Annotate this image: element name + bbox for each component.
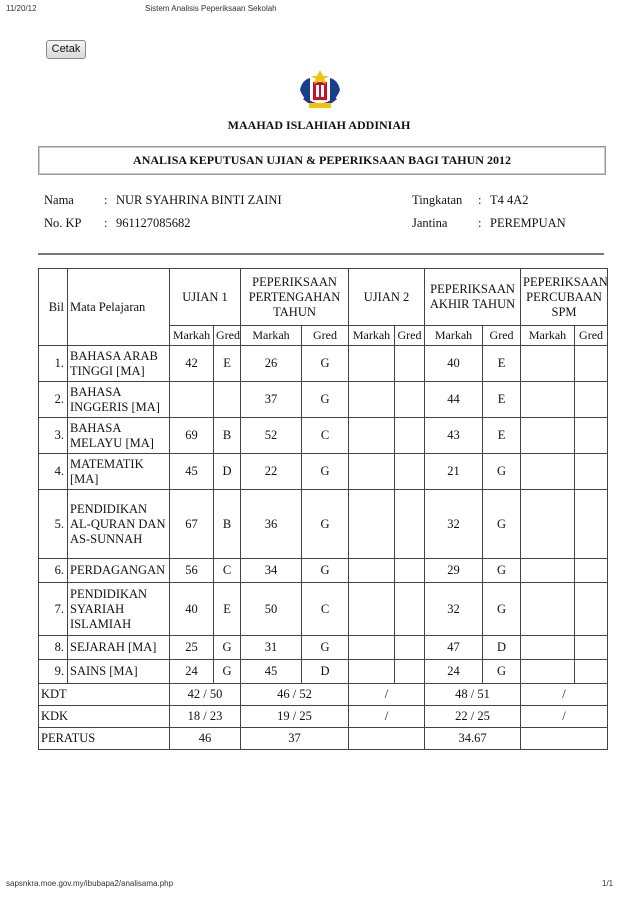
mark-cell: 43 — [425, 418, 483, 454]
mark-cell: 32 — [425, 583, 483, 636]
grade-cell — [575, 346, 608, 382]
mark-cell: 31 — [241, 636, 302, 660]
name-label: Nama — [44, 193, 74, 207]
school-name: MAAHAD ISLAHIAH ADDINIAH — [227, 118, 411, 132]
mark-column-header: Markah — [425, 326, 483, 346]
exam-header: UJIAN 2 — [349, 269, 425, 326]
mark-cell: 21 — [425, 454, 483, 490]
grade-cell: E — [483, 418, 521, 454]
grade-cell — [395, 418, 425, 454]
mark-cell: 45 — [170, 454, 214, 490]
subject-name: BAHASA ARAB TINGGI [MA] — [68, 346, 170, 382]
summary-value: 48 / 51 — [425, 684, 521, 706]
mark-cell — [349, 418, 395, 454]
grade-cell — [575, 636, 608, 660]
mark-column-header: Markah — [170, 326, 214, 346]
grade-cell: G — [483, 490, 521, 559]
grade-cell — [395, 583, 425, 636]
gender-label: Jantina — [412, 216, 448, 230]
mark-cell: 67 — [170, 490, 214, 559]
table-row — [39, 636, 608, 660]
grade-cell: B — [214, 418, 241, 454]
summary-value: / — [521, 684, 608, 706]
mark-cell: 52 — [241, 418, 302, 454]
summary-value — [521, 728, 608, 750]
mark-cell: 47 — [425, 636, 483, 660]
subject-name: PENDIDIKAN AL-QURAN DAN AS-SUNNAH — [68, 490, 170, 559]
summary-value — [349, 728, 425, 750]
mark-cell: 40 — [425, 346, 483, 382]
mark-cell: 24 — [425, 660, 483, 684]
mark-cell — [349, 454, 395, 490]
student-class: T4 4A2 — [490, 193, 529, 207]
grade-cell — [575, 583, 608, 636]
grade-cell — [575, 454, 608, 490]
row-number: 9. — [39, 660, 68, 684]
subject-header: Mata Pelajaran — [68, 269, 170, 346]
report-title: ANALISA KEPUTUSAN UJIAN & PEPERIKSAAN BAGI TAHUN 2012 — [38, 146, 606, 175]
summary-value: 22 / 25 — [425, 706, 521, 728]
exam-header: PEPERIKSAAN PERCUBAAN SPM — [521, 269, 608, 326]
summary-row — [39, 684, 608, 706]
summary-value: 46 — [170, 728, 241, 750]
row-number: 8. — [39, 636, 68, 660]
grade-cell: G — [483, 559, 521, 583]
row-number: 7. — [39, 583, 68, 636]
kp-label: No. KP — [44, 216, 82, 230]
summary-label: KDK — [39, 706, 170, 728]
summary-value: 42 / 50 — [170, 684, 241, 706]
grade-column-header: Gred — [395, 326, 425, 346]
table-row — [39, 490, 608, 559]
mark-cell: 36 — [241, 490, 302, 559]
mark-cell — [349, 346, 395, 382]
exam-header: PEPERIKSAAN AKHIR TAHUN — [425, 269, 521, 326]
student-gender: PEREMPUAN — [490, 216, 566, 230]
summary-value: / — [349, 684, 425, 706]
table-row — [39, 660, 608, 684]
grade-cell: B — [214, 490, 241, 559]
summary-value: 46 / 52 — [241, 684, 349, 706]
mark-cell: 44 — [425, 382, 483, 418]
mark-cell: 69 — [170, 418, 214, 454]
table-row — [39, 583, 608, 636]
mark-cell — [349, 559, 395, 583]
mark-cell — [349, 583, 395, 636]
grade-cell: E — [214, 346, 241, 382]
summary-value: 18 / 23 — [170, 706, 241, 728]
subject-name: BAHASA INGGERIS [MA] — [68, 382, 170, 418]
ministry-crest-icon — [296, 68, 344, 114]
print-date: 11/20/12 — [6, 4, 37, 13]
grade-cell — [575, 382, 608, 418]
bil-header: Bil — [39, 269, 68, 346]
grade-cell — [395, 559, 425, 583]
grade-cell: D — [214, 454, 241, 490]
grade-cell: G — [302, 454, 349, 490]
page-url: sapsnkra.moe.gov.my/ibubapa2/analisama.php — [6, 879, 174, 888]
grade-cell — [575, 490, 608, 559]
mark-cell: 40 — [170, 583, 214, 636]
grade-cell: G — [483, 660, 521, 684]
mark-cell: 29 — [425, 559, 483, 583]
grade-cell: G — [483, 454, 521, 490]
row-number: 1. — [39, 346, 68, 382]
grade-column-header: Gred — [575, 326, 608, 346]
grade-cell — [395, 660, 425, 684]
mark-cell — [349, 660, 395, 684]
grade-cell: D — [302, 660, 349, 684]
mark-cell — [521, 346, 575, 382]
grade-cell — [575, 418, 608, 454]
print-button[interactable]: Cetak — [46, 40, 86, 59]
mark-cell — [521, 454, 575, 490]
grade-cell: E — [483, 346, 521, 382]
mark-cell: 25 — [170, 636, 214, 660]
mark-column-header: Markah — [241, 326, 302, 346]
grade-cell: G — [214, 636, 241, 660]
grade-column-header: Gred — [302, 326, 349, 346]
grade-cell — [395, 382, 425, 418]
mark-cell — [349, 490, 395, 559]
grade-cell: E — [483, 382, 521, 418]
mark-cell: 32 — [425, 490, 483, 559]
grade-cell — [395, 490, 425, 559]
subject-name: SAINS [MA] — [68, 660, 170, 684]
mark-cell: 56 — [170, 559, 214, 583]
table-row — [39, 559, 608, 583]
table-row — [39, 346, 608, 382]
separator: : — [104, 216, 108, 230]
grade-column-header: Gred — [483, 326, 521, 346]
mark-cell: 22 — [241, 454, 302, 490]
row-number: 2. — [39, 382, 68, 418]
mark-cell — [349, 382, 395, 418]
grade-cell: G — [302, 382, 349, 418]
row-number: 6. — [39, 559, 68, 583]
grade-column-header: Gred — [214, 326, 241, 346]
mark-column-header: Markah — [349, 326, 395, 346]
subject-name: PERDAGANGAN — [68, 559, 170, 583]
subject-name: BAHASA MELAYU [MA] — [68, 418, 170, 454]
page-header-title: Sistem Analisis Peperiksaan Sekolah — [145, 4, 277, 13]
mark-cell: 45 — [241, 660, 302, 684]
mark-cell — [170, 382, 214, 418]
grade-cell: E — [214, 583, 241, 636]
grade-cell — [214, 382, 241, 418]
mark-cell: 42 — [170, 346, 214, 382]
row-number: 3. — [39, 418, 68, 454]
grade-cell — [395, 346, 425, 382]
table-row — [39, 454, 608, 490]
results-table — [38, 268, 608, 750]
summary-value: / — [349, 706, 425, 728]
subject-name: MATEMATIK [MA] — [68, 454, 170, 490]
grade-cell: G — [214, 660, 241, 684]
table-row — [39, 418, 608, 454]
mark-cell — [349, 636, 395, 660]
summary-row — [39, 706, 608, 728]
grade-cell: G — [302, 346, 349, 382]
grade-cell: C — [214, 559, 241, 583]
table-row — [39, 382, 608, 418]
separator: : — [104, 193, 108, 207]
mark-cell: 50 — [241, 583, 302, 636]
summary-value: 19 / 25 — [241, 706, 349, 728]
mark-cell: 24 — [170, 660, 214, 684]
mark-cell: 37 — [241, 382, 302, 418]
student-kp: 961127085682 — [116, 216, 191, 230]
mark-cell — [521, 490, 575, 559]
grade-cell: C — [302, 418, 349, 454]
summary-value: / — [521, 706, 608, 728]
grade-cell: G — [302, 559, 349, 583]
mark-cell — [521, 636, 575, 660]
exam-header: UJIAN 1 — [170, 269, 241, 326]
mark-cell — [521, 660, 575, 684]
grade-cell — [575, 660, 608, 684]
exam-header: PEPERIKSAAN PERTENGAHAN TAHUN — [241, 269, 349, 326]
mark-cell — [521, 382, 575, 418]
summary-value: 34.67 — [425, 728, 521, 750]
mark-cell: 34 — [241, 559, 302, 583]
row-number: 5. — [39, 490, 68, 559]
grade-cell — [395, 454, 425, 490]
summary-row — [39, 728, 608, 750]
page-number: 1/1 — [602, 879, 614, 888]
grade-cell — [395, 636, 425, 660]
divider — [38, 253, 604, 255]
student-name: NUR SYAHRINA BINTI ZAINI — [116, 193, 282, 207]
subject-name: SEJARAH [MA] — [68, 636, 170, 660]
class-label: Tingkatan — [412, 193, 463, 207]
mark-cell: 26 — [241, 346, 302, 382]
grade-cell: G — [302, 636, 349, 660]
grade-cell: G — [483, 583, 521, 636]
summary-label: KDT — [39, 684, 170, 706]
grade-cell: G — [302, 490, 349, 559]
summary-value: 37 — [241, 728, 349, 750]
grade-cell: C — [302, 583, 349, 636]
row-number: 4. — [39, 454, 68, 490]
summary-label: PERATUS — [39, 728, 170, 750]
mark-column-header: Markah — [521, 326, 575, 346]
mark-cell — [521, 583, 575, 636]
grade-cell — [575, 559, 608, 583]
mark-cell — [521, 559, 575, 583]
mark-cell — [521, 418, 575, 454]
subject-name: PENDIDIKAN SYARIAH ISLAMIAH — [68, 583, 170, 636]
grade-cell: D — [483, 636, 521, 660]
separator: : — [478, 216, 482, 230]
separator: : — [478, 193, 482, 207]
